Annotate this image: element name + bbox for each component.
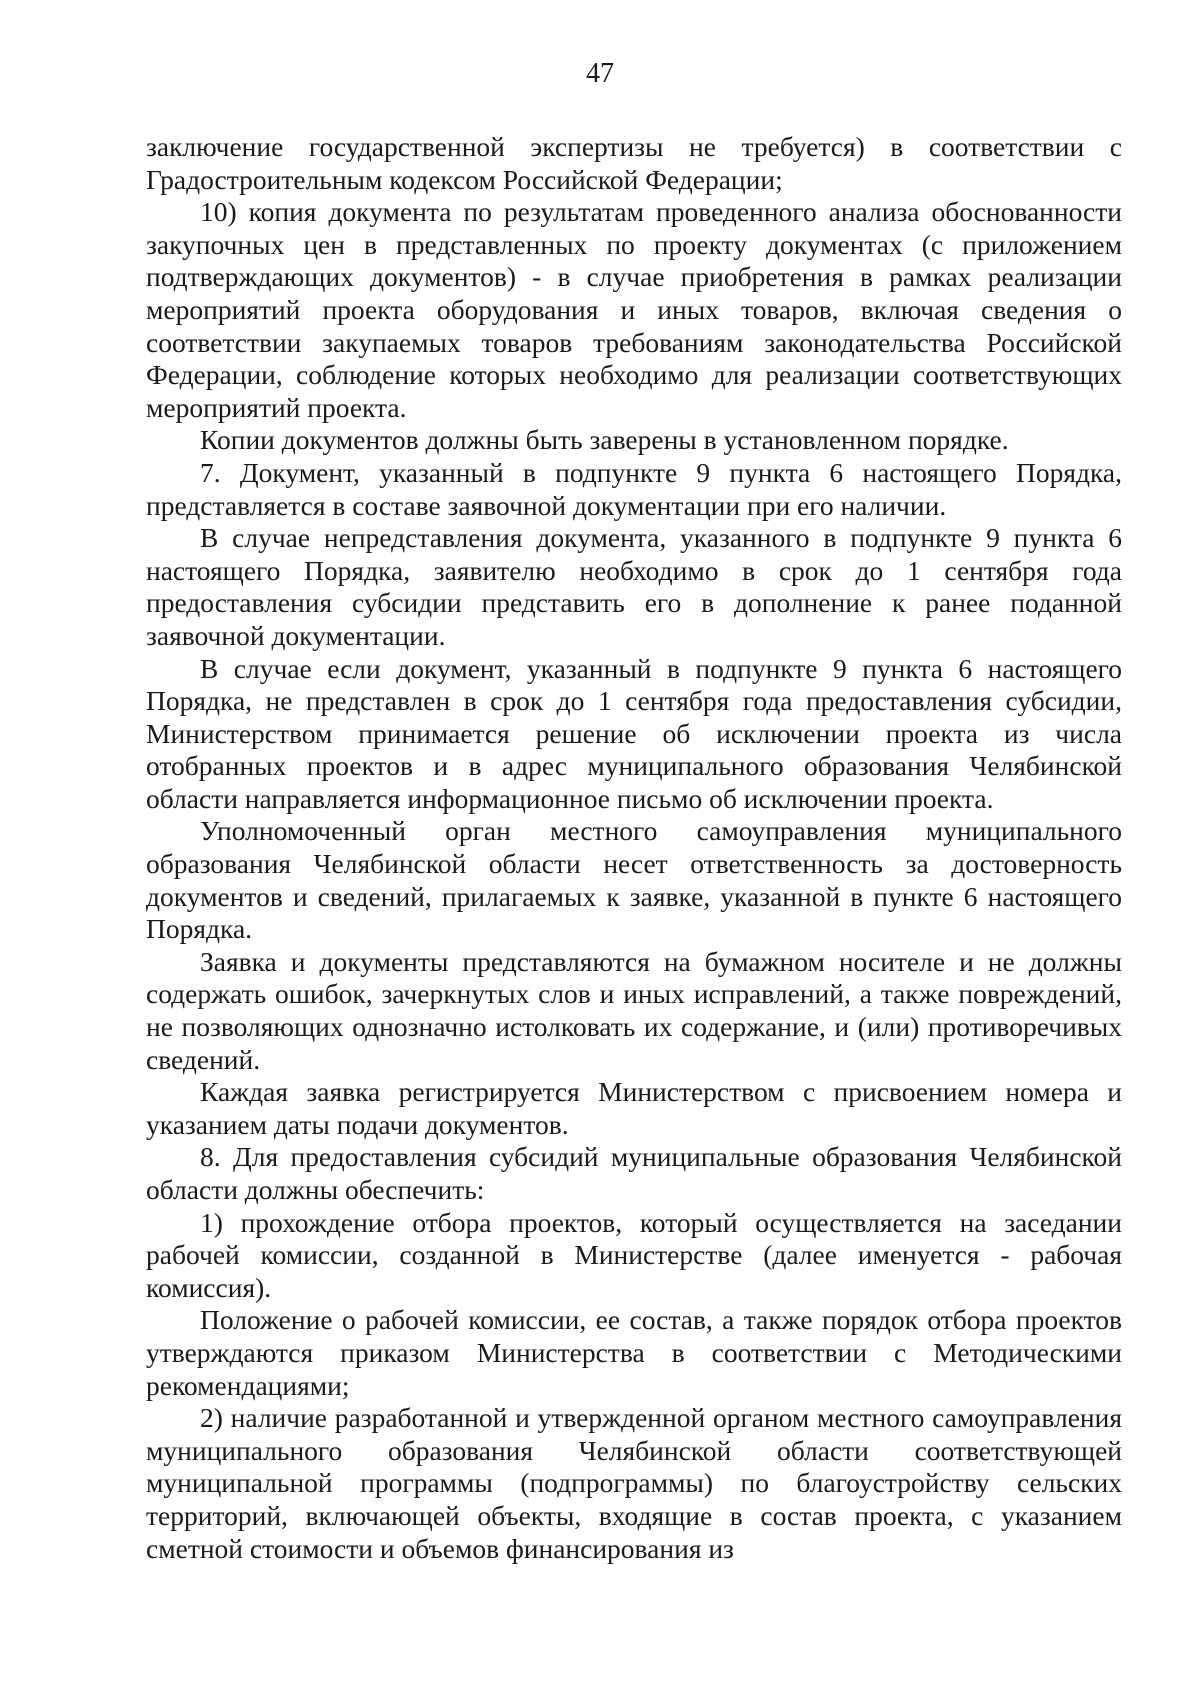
paragraph: 7. Документ, указанный в подпункте 9 пункта 6 настоящего Порядка, представляется в составе заявочной документации при его наличии.	[146, 456, 1122, 521]
paragraph: 8. Для предоставления субсидий муниципальные образования Челябинской области должны обеспечить:	[146, 1141, 1122, 1205]
page-number: 47	[586, 58, 614, 89]
paragraph: 2) наличие разработанной и утвержденной органом местного самоуправления муниципального образования Челябинской области соответствующей муниципальной программы (подпрограммы) по благоустройству сельских территорий, включающей объекты, входящие в состав проекта, с указанием сметной стоимости и объемов финансирования из	[146, 1402, 1122, 1564]
paragraph: В случае непредставления документа, указанного в подпункте 9 пункта 6 настоящего Порядка, заявителю необходимо в срок до 1 сентября года предоставления субсидии представить его в дополнение к ранее поданной заявочной документации.	[146, 522, 1122, 651]
document-body	[146, 131, 1122, 1565]
paragraph: 10) копия документа по результатам проведенного анализа обоснованности закупочных цен в представленных по проекту документах (с приложением подтверждающих документов) - в случае приобретения в рамках реализации мероприятий проекта оборудования и иных товаров, включая сведения о соответствии закупаемых товаров требованиям законодательства Российской Федерации, соблюдение которых необходимо для реализации соответствующих мероприятий проекта.	[146, 196, 1122, 423]
paragraph: Каждая заявка регистрируется Министерством с присвоением номера и указанием даты подачи документов.	[146, 1076, 1122, 1140]
paragraph: В случае если документ, указанный в подпункте 9 пункта 6 настоящего Порядка, не представлен в срок до 1 сентября года предоставления субсидии, Министерством принимается решение об исключении проекта из числа отобранных проектов и в адрес муниципального образования Челябинской области направляется информационное письмо об исключении проекта.	[146, 652, 1122, 814]
paragraph: Заявка и документы представляются на бумажном носителе и не должны содержать ошибок, зачеркнутых слов и иных исправлений, а также повреждений, не позволяющих однозначно истолковать их содержание, и (или) противоречивых сведений.	[146, 945, 1122, 1075]
paragraph: Копии документов должны быть заверены в установленном порядке.	[200, 424, 1009, 456]
paragraph: 1) прохождение отбора проектов, который осуществляется на заседании рабочей комиссии, созданной в Министерстве (далее именуется - рабочая комиссия).	[146, 1206, 1122, 1303]
paragraph: Уполномоченный орган местного самоуправления муниципального образования Челябинской области несет ответственность за достоверность документов и сведений, прилагаемых к заявке, указанной в пункте 6 настоящего Порядка.	[146, 815, 1122, 945]
paragraph: заключение государственной экспертизы не требуется) в соответствии с Градостроительным кодексом Российской Федерации;	[146, 131, 1122, 195]
paragraph: Положение о рабочей комиссии, ее состав, а также порядок отбора проектов утверждаются приказом Министерства в соответствии с Методическими рекомендациями;	[146, 1304, 1122, 1401]
